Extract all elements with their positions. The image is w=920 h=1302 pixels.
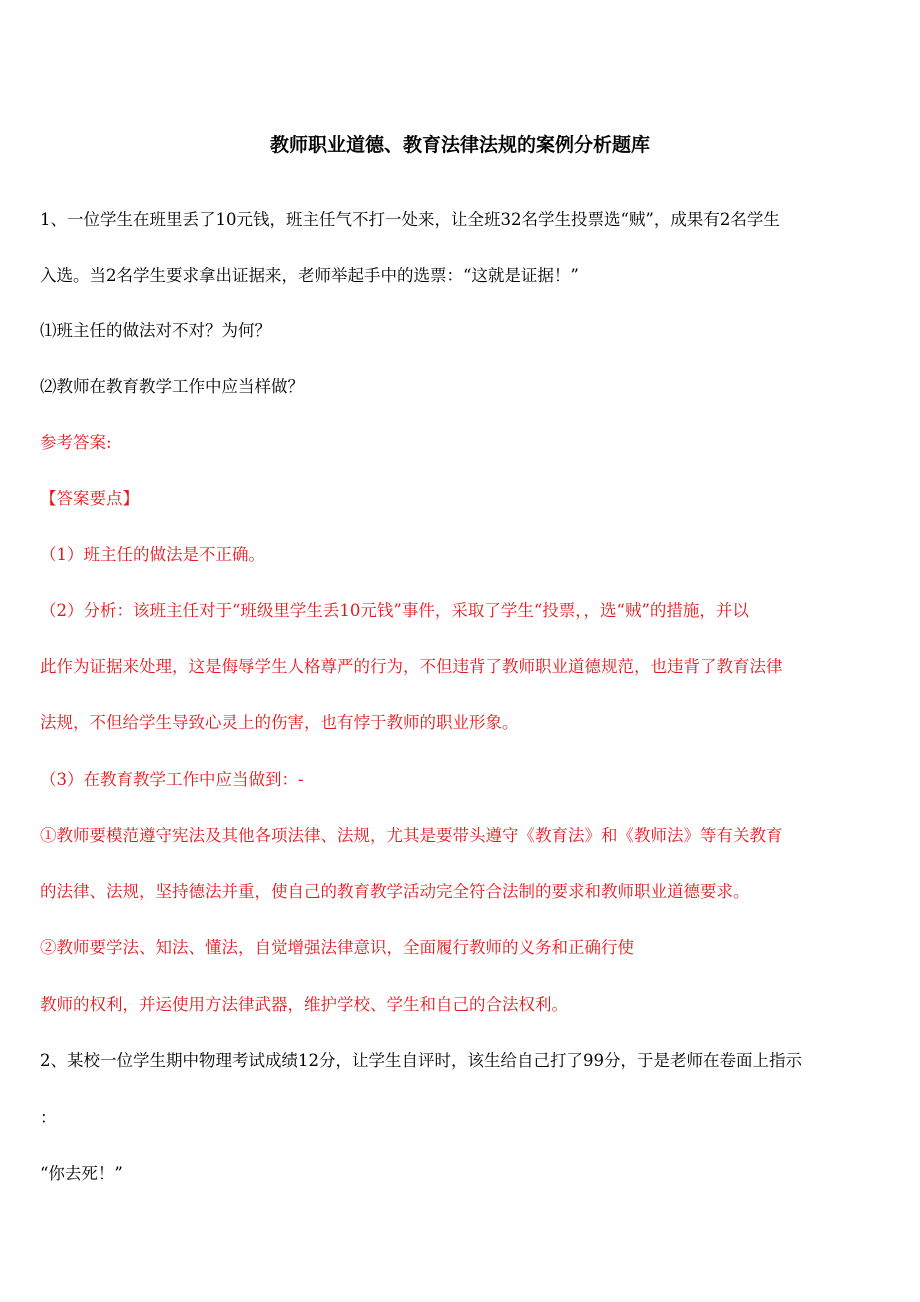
document-title: 教师职业道德、教育法律法规的案例分析题库 (269, 134, 650, 156)
answer-point-2-line-1: （2）分析：该班主任对于“班级里学生丢10元钱”事件，采取了学生“投票，，选“贼”的措施，并以 (40, 601, 749, 620)
answer-circle-2-line-1: ②教师要学法、知法、懂法，自觉增强法律意识，全面履行教师的义务和正确行使 (40, 938, 634, 957)
question-2-line-3: “你去死！” (40, 1164, 123, 1183)
answer-point-2-line-3: 法规，不但给学生导致心灵上的伤害，也有悖于教师的职业形象。 (40, 713, 519, 732)
question-1-sub-2: ⑵教师在教育教学工作中应当样做？ (40, 377, 304, 396)
question-2-line-2: ： (40, 1108, 57, 1127)
question-1-line-2: 入选。当2名学生要求拿出证据来，老师举起手中的选票：“这就是证据！” (40, 266, 579, 285)
question-1-sub-1: ⑴班主任的做法对不对？为何？ (40, 321, 271, 340)
answer-key-points-label: 【答案要点】 (40, 489, 139, 508)
answer-circle-1-line-2: 的法律、法规，坚持德法并重，使自己的教育教学活动完全符合法制的要求和教师职业道德要求。 (40, 882, 750, 901)
answer-point-1: （1）班主任的做法是不正确。 (40, 545, 265, 564)
question-1-line-1: 1、一位学生在班里丢了10元钱，班主任气不打一处来，让全班32名学生投票选“贼”，成果有2名学生 (40, 210, 780, 229)
answer-circle-1-line-1: ①教师要模范遵守宪法及其他各项法律、法规，尤其是要带头遵守《教育法》和《教师法》等有关教育 (40, 826, 783, 845)
answer-circle-2-line-2: 教师的权利，并运使用方法律武器，维护学校、学生和自己的合法权利。 (40, 995, 568, 1014)
answer-point-2-line-2: 此作为证据来处理，这是侮辱学生人格尊严的行为，不但违背了教师职业道德规范，也违背了教育法律 (40, 657, 783, 676)
answer-point-3: （3）在教育教学工作中应当做到：- (40, 770, 304, 789)
question-2-line-1: 2、某校一位学生期中物理考试成绩12分，让学生自评时，该生给自己打了99分，于是老师在卷面上指示 (40, 1051, 802, 1070)
reference-answer-label: 参考答案: (40, 433, 112, 452)
